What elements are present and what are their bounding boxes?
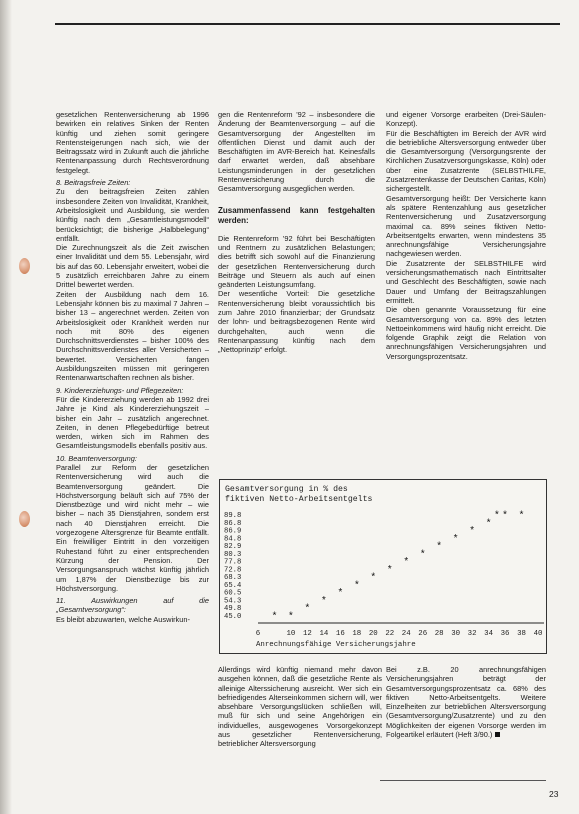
data-point: * [271, 612, 278, 623]
x-tick-label: 26 [418, 630, 428, 638]
data-point: * [370, 573, 377, 585]
bottom-text-middle: Allerdings wird künftig niemand mehr davon ausgehen können, daß die gesetzliche Rente als alleinige Alterssicherung ausreicht. Wer sich ein befriedigendes Alterseinkommen sichern will, wer absehbare Versorgungslücken schließen will, muß für sich und seine Angehörigen ein individuelles, ausgewogenes Vorsorgekonzept aus gesetzlicher Rentenversicherung, betrieblicher Altersversorgung [218, 665, 382, 749]
x-tick-label: 20 [368, 630, 378, 638]
paragraph: Gesamtversorgung heißt: Der Versicherte kann als spätere Rentenzahlung aus gesetzlicher Rentenversicherung und Zusatzversorgung maximal ca. 89% seines fiktiven Netto-Arbeitsentgelts erwarten, wenn mindestens 35 anrechnungsfähige Versicherungsjahre nachgewiesen werden. [386, 193, 546, 259]
text-column-middle [218, 110, 375, 355]
x-tick-label: 38 [517, 630, 526, 638]
paragraph: gesetzlichen Rentenversicherung ab 1996 bewirken ein relatives Sinken der Renten künftig und ziehen somit geringere Rentensteigerungen nach sich, wie der Beitragssatz wird in Zukunft auch die jährliche Rentenanpassung durch Rechtsverordnung festgelegt. [56, 110, 209, 175]
chart-title-line-1: Gesamtversorgung in % des [225, 485, 348, 494]
top-rule [55, 23, 560, 25]
y-tick-label: 80.3 [224, 550, 242, 559]
paragraph: und eigener Vorsorge erarbeiten (Drei-Säulen-Konzept). [386, 110, 546, 129]
paragraph: Für die Kindererziehung werden ab 1992 drei Jahre je Kind als Kindererziehungszeit – bisher ein Jahr – zusätzlich angerechnet. Zeiten, in denen Pflegebedürftige betreut werden, wirken sich im Rahmen des Gesamtleistungsmodells ebenfalls positiv aus. [56, 394, 209, 451]
section-heading: 9. Kindererziehungs- und Pflegezeiten: [56, 385, 184, 395]
binding-edge [0, 0, 12, 814]
section-heading: 10. Beamtenversorgung: [56, 453, 137, 463]
paragraph: gen die Rentenreform '92 – insbesondere die Änderung der Beamtenversorgung – auf die Gesamtversorgung der Angestellten im öffentlichen Dienst und damit auch der Beschäftigten im AVR-Bereich hat. Keinesfalls darf erwartet werden, daß absehbare Leistungsminderungen in der gesetzlichen Rentenversicherung durch die Gesamtversorgung ausgeglichen werden. [218, 110, 375, 194]
paragraph: Die Zurechnungszeit als die Zeit zwischen einer Invalidität und dem 55. Lebensjahr, wird bis auf das 60. Lebensjahr erweitert, wobei die 5 zusätzlich erreichbaren Jahre zu einem Drittel bewertet werden. [56, 243, 209, 290]
x-tick-label: 28 [434, 630, 444, 638]
data-point: * [304, 604, 311, 616]
paragraph: Der wesentliche Vorteil: Die gesetzliche Rentenversicherung bleibt voraussichtlich bis zum Jahre 2010 finanzierbar; der Grundsatz der lohn- und beitragsbezogenen Rente wird durchgehalten, auch wenn die Rentenanpassung künftig nach dem „Nettoprinzip“ erfolgt. [218, 289, 375, 355]
x-tick-label: 36 [500, 630, 510, 638]
y-tick-label: 82.9 [224, 543, 242, 552]
x-tick-label: 30 [451, 630, 461, 638]
bottom-text-right-body: Bei z.B. 20 anrechnungsfähigen Versicherungsjahren beträgt der Gesamtversorgungsprozentsatz ca. 68% des fiktiven Netto-Arbeitsentgelts. Weitere Einzelheiten zur betrieblichen Altersversorgung (Gesamtversorgung/Zusatzrente) und zu den Möglichkeiten der eigenen Vorsorge werden im Folgeartikel erläutert (Heft 3/90.) [386, 665, 546, 740]
paragraph: Parallel zur Reform der gesetzlichen Rentenversicherung wird auch die Beamtenversorgung geändert. Die Höchstversorgung beläuft sich auf 75% der Dienstbezüge und wird nicht mehr – wie bisher – nach 35 Dienstjahren, sondern erst nach 40 Dienstjahren erreicht. Die vorgezogene Altersgrenze für Beamte entfällt. Ein freiwilliger Eintritt in den vorzeitigen Ruhestand führt zu einer entsprechenden Kürzung der Pension. Der Versorgungsanspruch wächst künftig jährlich um 1,87% der Dienstbezüge bis zur Höchstversorgung. [56, 462, 209, 593]
data-point: * [419, 549, 426, 561]
data-point: * [353, 580, 360, 592]
punch-hole [19, 511, 30, 527]
x-tick-label: 32 [467, 630, 477, 638]
y-tick-label: 86.8 [224, 519, 242, 528]
paragraph: Zu den beitragsfreien Zeiten zählen insbesondere Zeiten von Invalidität, Krankheit, Arbeitslosigkeit und Ausbildung, sie werden künftig nach dem „Gesamtleistungsmodell“ berücksichtigt; die bisherige „Halbbelegung“ entfällt. [56, 187, 209, 243]
spacer [218, 194, 375, 202]
data-point: * [502, 511, 509, 522]
paragraph: Die oben genannte Voraussetzung für eine Gesamtversorgung von ca. 89% des letzten Nettoeinkommens wird häufig nicht erreicht. Die folgende Graphik zeigt die Relation von anrechnungsfähigen Versicherungsjahren und Versorgungsprozentsatz. [386, 305, 546, 361]
paragraph: Zeiten der Ausbildung nach dem 16. Lebensjahr können bis zu maximal 7 Jahren – bisher 13 – angerechnet werden. Zeiten von Arbeitslosigkeit oder Krankheit werden nur noch mit 80% des eigenen Durchschnittsverdienstes – bisher 100% des Durchschnittsverdienstes aller Versicherten – bewertet. Versicherten fangen Ausbildungszeiten müssen mit geringeren Rentenanwartschaften rechnen als bisher. [56, 289, 209, 383]
bottom-rule [380, 780, 546, 781]
x-tick-label: 6 [255, 630, 261, 638]
x-tick-label: 16 [335, 630, 345, 638]
paragraph: Für die Beschäftigten im Bereich der AVR wird die betriebliche Altersversorgung entweder über die Gesamtversorgung (Versorgungsrente der Kirchlichen Zusatzversorgungskasse, Köln) oder über eine Zusatzrente (SELBSTHILFE, Zusatzrentenkasse der Deutschen Caritas, Köln) sichergestellt. [386, 128, 546, 194]
y-tick-label: 60.5 [224, 589, 242, 598]
data-point: * [320, 596, 327, 608]
paragraph: Es bleibt abzuwarten, welche Auswirkun- [56, 614, 190, 624]
data-point: * [337, 588, 344, 600]
chart-figure [219, 479, 547, 654]
data-point: * [403, 557, 410, 569]
x-tick-label: 22 [385, 630, 395, 638]
x-tick-label: 40 [533, 630, 543, 638]
x-tick-label: 34 [484, 630, 494, 638]
y-tick-label: 84.8 [224, 535, 242, 544]
x-tick-label: 24 [401, 630, 411, 638]
paragraph: Die Rentenreform '92 führt bei Beschäftigten und Rentnern zu zusätzlichen Belastungen; dies betrifft sich sowohl auf die Finanzierung der gesetzlichen Rentenversicherung durch Beiträge und Steuern als auch auf einen geänderten Leistungsumfang. [218, 233, 375, 290]
bold-heading: Zusammenfassend kann festgehalten werden: [218, 205, 375, 225]
y-tick-label: 89.8 [224, 512, 242, 520]
x-tick-label: 10 [286, 630, 296, 638]
end-mark [495, 732, 500, 737]
x-tick-label: 18 [352, 630, 362, 638]
bottom-text-right [386, 665, 546, 739]
y-tick-label: 45.0 [224, 613, 242, 621]
y-tick-label: 72.8 [224, 566, 242, 575]
paragraph: Die Zusatzrente der SELBSTHILFE wird versicherungsmathematisch nach Eintrittsalter und Geschlecht des Beschäftigten, sowie nach Dauer und Umfang der Beitragszahlungen ermittelt. [386, 258, 546, 305]
data-point: * [518, 511, 525, 522]
data-point: * [485, 518, 492, 530]
punch-hole [19, 258, 30, 274]
section-heading: 11. Auswirkungen auf die „Gesamtversorgung“: [56, 596, 209, 615]
chart-svg [220, 480, 548, 655]
y-tick-label: 77.8 [224, 558, 242, 567]
page-number: 23 [549, 789, 559, 799]
data-point: * [436, 542, 443, 554]
y-tick-label: 68.3 [224, 574, 242, 583]
text-column-left [56, 110, 209, 624]
x-tick-label: 12 [302, 630, 312, 638]
section-heading: 8. Beitragsfreie Zeiten: [56, 178, 131, 188]
data-point: * [469, 526, 476, 538]
data-point: * [452, 534, 459, 546]
x-axis-label: Anrechnungsfähige Versicherungsjahre [256, 641, 416, 649]
chart-title-line-2: fiktiven Netto-Arbeitsentgelts [225, 495, 373, 504]
text-column-right [386, 110, 546, 361]
y-tick-label: 86.9 [224, 527, 242, 536]
y-tick-label: 54.3 [224, 597, 242, 606]
data-point: * [493, 511, 500, 522]
spacer [218, 226, 375, 234]
y-tick-label: 65.4 [224, 581, 242, 590]
data-point: * [287, 612, 294, 623]
y-tick-label: 49.8 [224, 605, 242, 614]
data-point: * [386, 565, 393, 577]
x-tick-label: 14 [319, 630, 329, 638]
